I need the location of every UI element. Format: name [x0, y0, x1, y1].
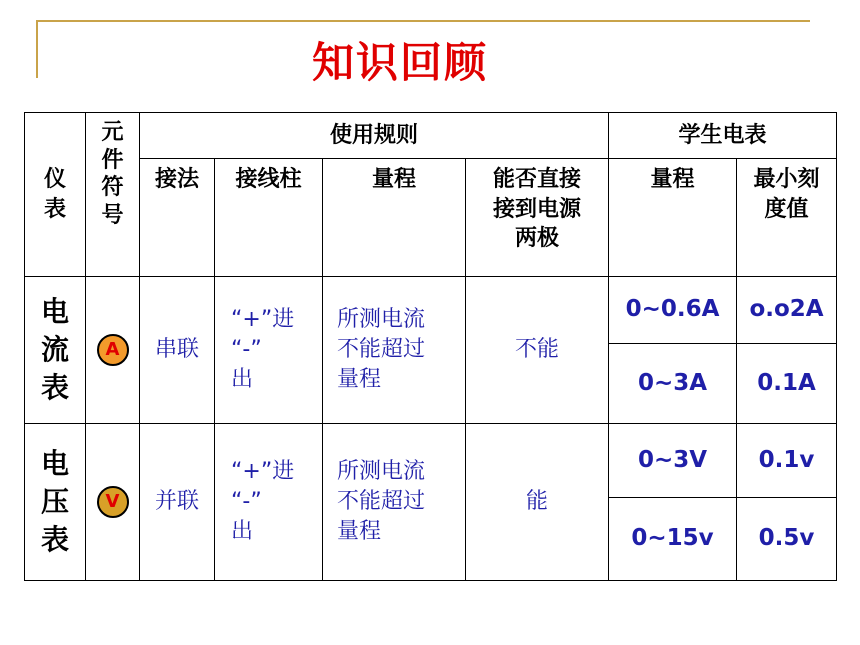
header-direct-connect: 能否直接 接到电源 两极	[466, 159, 609, 277]
ammeter-symbol-icon: A	[97, 334, 129, 366]
ammeter-terminal: “+”进 “-” 出	[215, 277, 323, 424]
page-title: 知识回顾	[311, 38, 488, 87]
voltmeter-direct-connect: 能	[466, 424, 609, 581]
voltmeter-connection: 并联	[140, 424, 215, 581]
voltmeter-range-2: 0~15v	[609, 498, 737, 581]
header-symbol: 元 件 符 号	[86, 113, 140, 277]
ammeter-min-div-1: o.o2A	[737, 277, 837, 344]
top-accent-line	[36, 20, 810, 22]
ammeter-min-div-2: 0.1A	[737, 344, 837, 424]
ammeter-range-2: 0~3A	[609, 344, 737, 424]
row-label-voltmeter: 电 压 表	[25, 424, 86, 581]
ammeter-direct-connect: 不能	[466, 277, 609, 424]
header-connection: 接法	[140, 159, 215, 277]
ammeter-symbol-cell	[86, 277, 140, 424]
voltmeter-range-1: 0~3V	[609, 424, 737, 498]
header-usage-rules: 使用规则	[140, 113, 609, 159]
header-range-rule: 量程	[323, 159, 466, 277]
header-range: 量程	[609, 159, 737, 277]
ammeter-range-rule: 所测电流 不能超过 量程	[323, 277, 466, 424]
ammeter-range-1: 0~0.6A	[609, 277, 737, 344]
voltmeter-min-div-2: 0.5v	[737, 498, 837, 581]
header-student-meter: 学生电表	[609, 113, 837, 159]
row-label-ammeter: 电 流 表	[25, 277, 86, 424]
meter-comparison-table	[24, 112, 837, 581]
voltmeter-min-div-1: 0.1v	[737, 424, 837, 498]
voltmeter-symbol-cell	[86, 424, 140, 581]
voltmeter-terminal: “+”进 “-” 出	[215, 424, 323, 581]
voltmeter-symbol-icon: V	[97, 486, 129, 518]
header-terminal: 接线柱	[215, 159, 323, 277]
voltmeter-range-rule: 所测电流 不能超过 量程	[323, 424, 466, 581]
header-instrument: 仪 表	[25, 113, 86, 277]
ammeter-connection: 串联	[140, 277, 215, 424]
header-min-division: 最小刻 度值	[737, 159, 837, 277]
